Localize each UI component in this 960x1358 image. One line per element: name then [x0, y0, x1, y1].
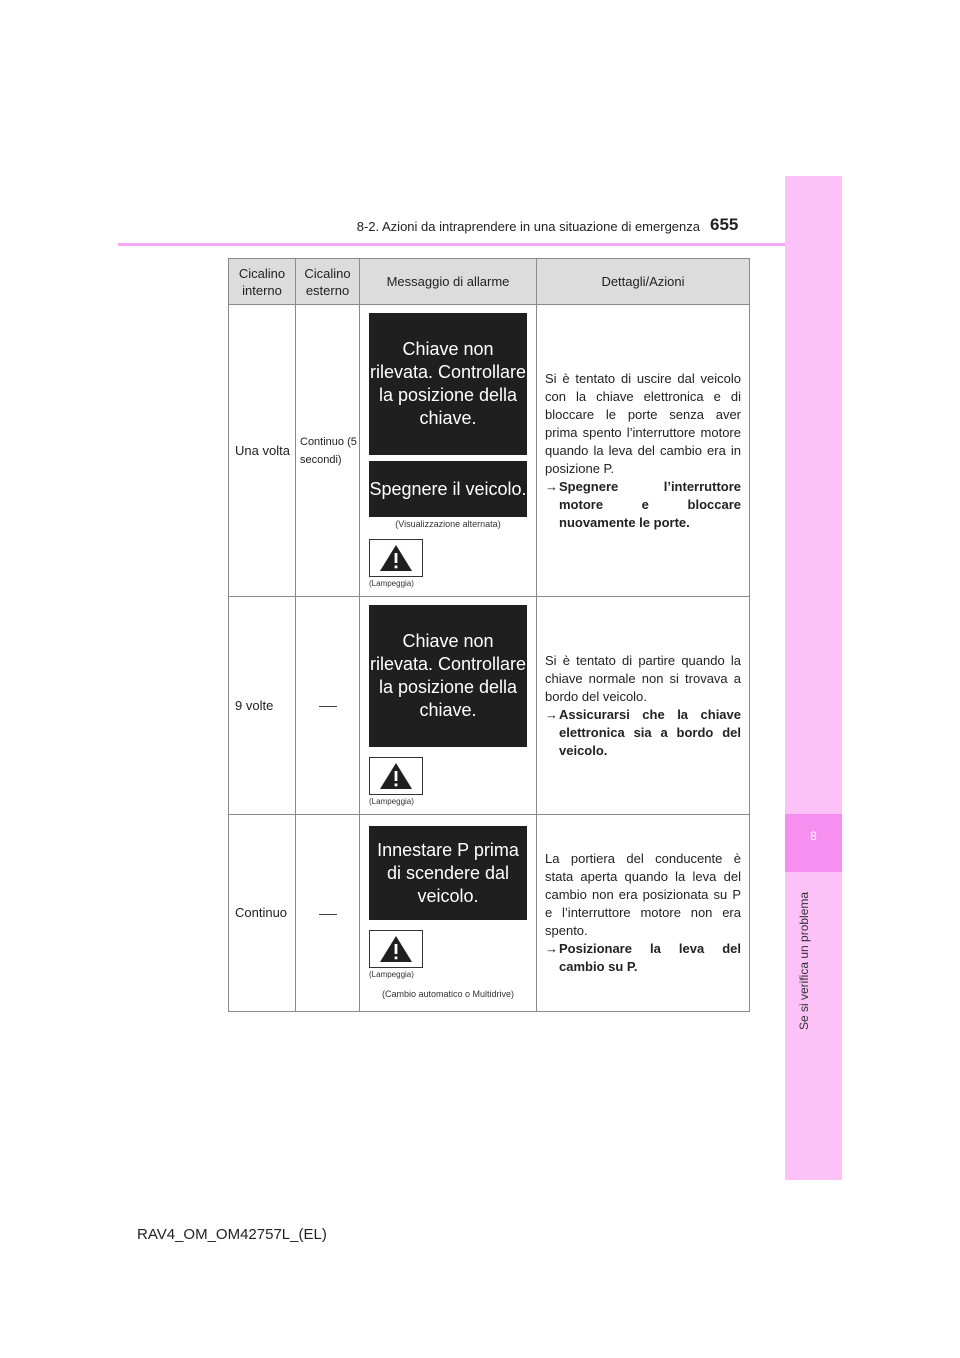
column-header: Cicalino interno — [229, 259, 296, 305]
message-cell — [360, 597, 537, 815]
warning-message-display: Chiave non rilevata. Controllare la posizione della chiave. — [369, 605, 527, 747]
warning-message-display: Spegnere il veicolo. — [369, 461, 527, 517]
details-cell — [537, 305, 750, 597]
external-buzzer-cell — [296, 597, 360, 815]
column-header: Cicalino esterno — [296, 259, 360, 305]
table-row — [229, 815, 750, 1012]
action-text: Spegnere l’interruttore motore e bloccare nuovamente le porte. — [559, 478, 741, 530]
column-header: Messaggio di allarme — [360, 259, 537, 305]
internal-buzzer-cell: Una volta — [229, 305, 296, 597]
warning-caption: (Lampeggia) — [369, 797, 414, 806]
warning-message-display: Chiave non rilevata. Controllare la posizione della chiave. — [369, 313, 527, 455]
header-section-title: 8-2. Azioni da intraprendere in una situazione di emergenza — [356, 219, 700, 234]
warning-message-display: Innestare P prima di scendere dal veicolo. — [369, 826, 527, 920]
footer-document-code: RAV4_OM_OM42757L_(EL) — [137, 1226, 327, 1243]
right-arrow-icon: → — [545, 941, 558, 956]
details-cell — [537, 597, 750, 815]
details-text: La portiera del conducente è stata aperta quando la leva del cambio non era posizionata su P e l’interruttore motore non era spento. — [545, 851, 741, 938]
chapter-number: 8 — [810, 829, 817, 843]
external-buzzer-cell — [296, 815, 360, 1012]
external-buzzer-cell: Continuo (5 secondi) — [296, 305, 360, 597]
table-row — [229, 305, 750, 597]
dash-mark — [319, 706, 337, 707]
warning-triangle-icon — [369, 930, 423, 968]
action-text: Posizionare la leva del cambio su P. — [559, 941, 741, 974]
internal-buzzer-cell: 9 volte — [229, 597, 296, 815]
message-cell — [360, 815, 537, 1012]
message-cell — [360, 305, 537, 597]
warning-caption: (Lampeggia) — [369, 579, 414, 588]
page-number: 655 — [710, 215, 739, 234]
column-header: Dettagli/Azioni — [537, 259, 750, 305]
side-tab-number-box — [785, 814, 842, 872]
right-arrow-icon: → — [545, 706, 558, 722]
action-text: Assicurarsi che la chiave elettronica sia a bordo del veicolo. — [559, 706, 741, 758]
dash-mark — [319, 914, 337, 915]
warning-triangle-icon — [369, 757, 423, 795]
transmission-note: (Cambio automatico o Multidrive) — [381, 989, 515, 999]
header-divider — [118, 243, 840, 246]
internal-buzzer-cell: Continuo — [229, 815, 296, 1012]
side-tab — [785, 176, 842, 1180]
table-row — [229, 597, 750, 815]
right-arrow-icon: → — [545, 478, 558, 494]
message-caption: (Visualizzazione alternata) — [395, 519, 501, 529]
warning-table — [228, 258, 750, 1012]
warning-caption: (Lampeggia) — [369, 970, 414, 979]
table-header-row — [229, 259, 750, 305]
details-text: Si è tentato di partire quando la chiave normale non si trovava a bordo del veicolo. — [545, 652, 741, 704]
details-cell — [537, 815, 750, 1012]
chapter-title: Se si verifica un problema — [797, 891, 811, 1030]
details-text: Si è tentato di uscire dal veicolo con la chiave elettronica e di bloccare le porte senza aver prima spento l’interruttore motore quando la leva del cambio era in posizione P. — [545, 370, 741, 476]
warning-triangle-icon — [369, 539, 423, 577]
